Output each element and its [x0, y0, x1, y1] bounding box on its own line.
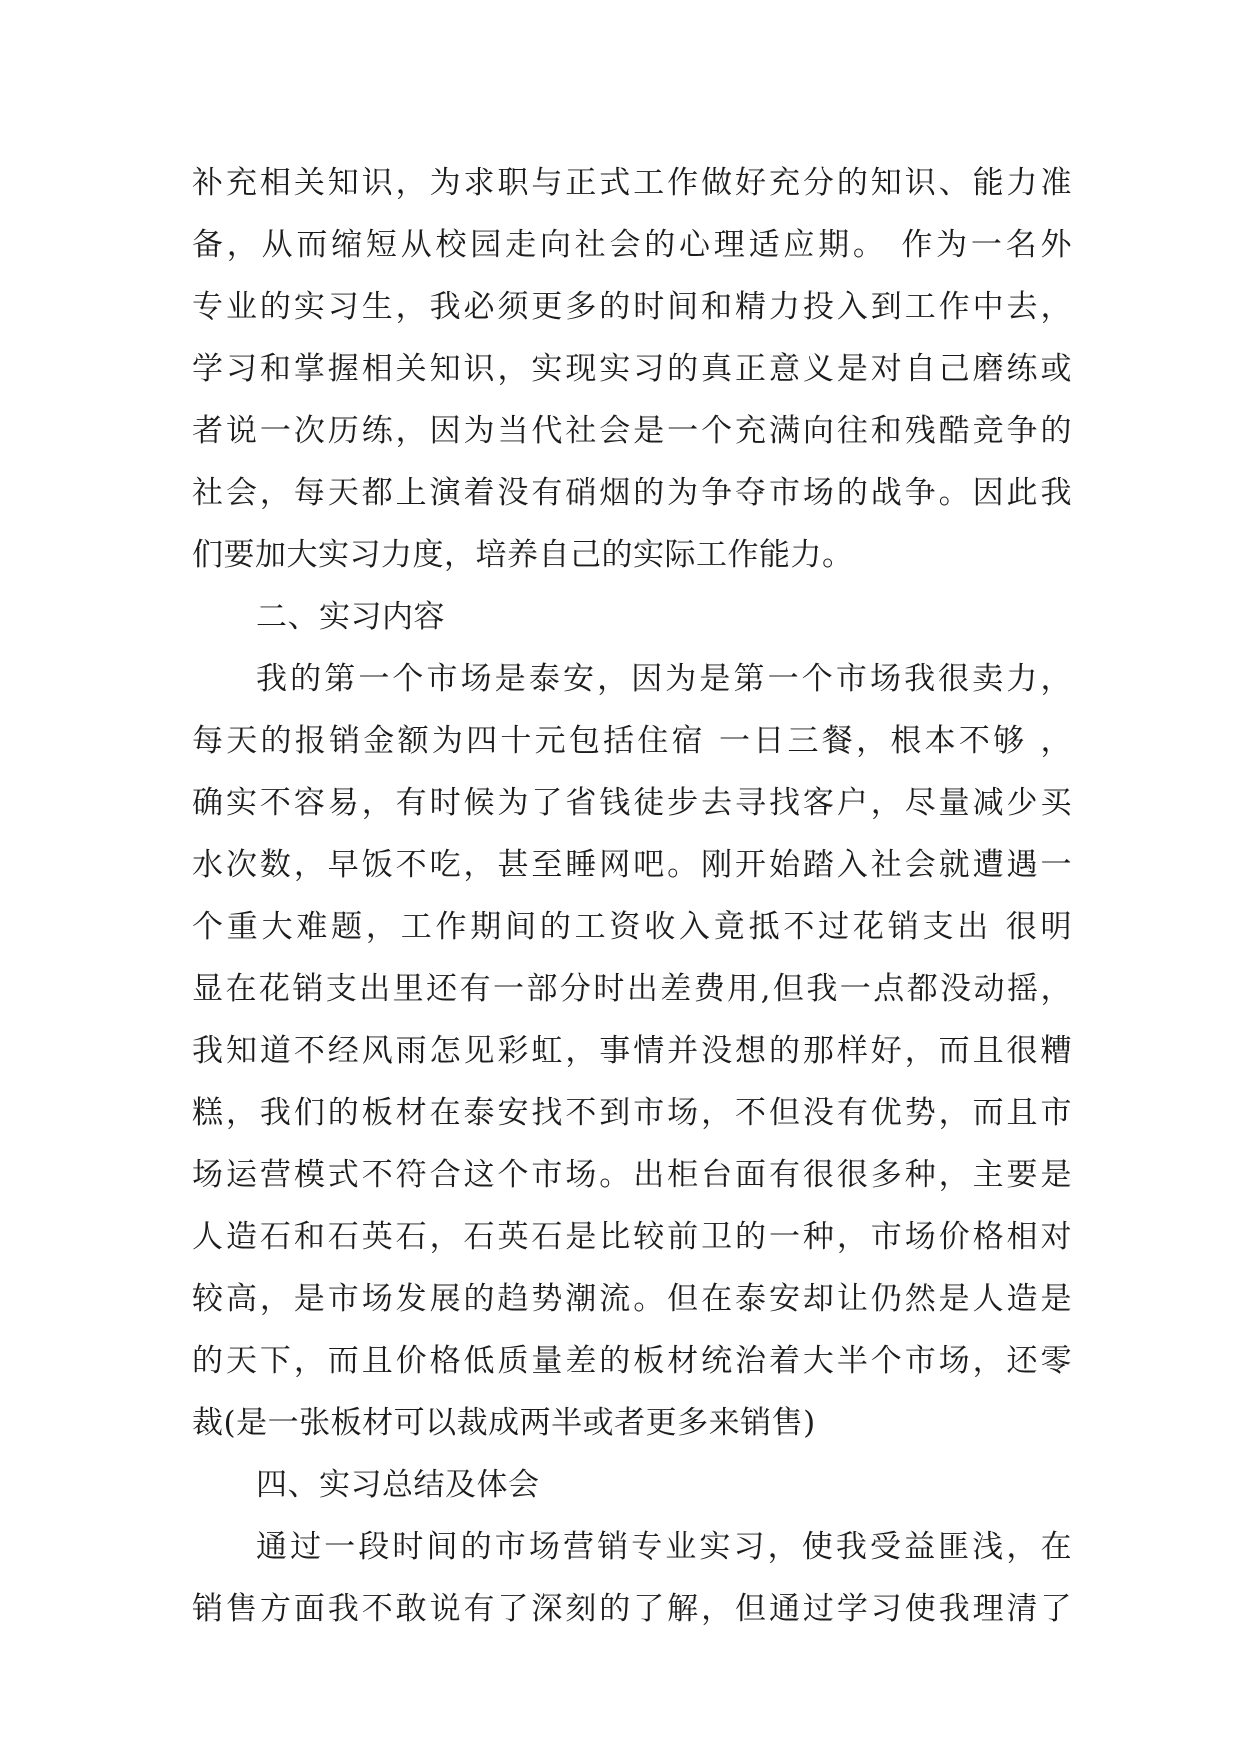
- paragraph-line: 场运营模式不符合这个市场。出柜台面有很很多种，主要是: [192, 1157, 1072, 1193]
- section-heading: 四、实习总结及体会: [256, 1467, 540, 1503]
- paragraph-line: 备，从而缩短从校园走向社会的心理适应期。 作为一名外: [192, 227, 1072, 263]
- paragraph-line: 的天下，而且价格低质量差的板材统治着大半个市场，还零: [192, 1343, 1072, 1379]
- paragraph-line: 我的第一个市场是泰安，因为是第一个市场我很卖力，: [256, 661, 1072, 697]
- section-heading: 二、实习内容: [256, 599, 445, 635]
- paragraph-line: 学习和掌握相关知识，实现实习的真正意义是对自己磨练或: [192, 351, 1072, 387]
- paragraph-line: 人造石和石英石，石英石是比较前卫的一种，市场价格相对: [192, 1219, 1072, 1255]
- paragraph-line: 显在花销支出里还有一部分时出差费用,但我一点都没动摇，: [192, 971, 1072, 1007]
- paragraph-line: 通过一段时间的市场营销专业实习，使我受益匪浅，在: [256, 1529, 1072, 1565]
- paragraph-line: 专业的实习生，我必须更多的时间和精力投入到工作中去，: [192, 289, 1072, 325]
- paragraph-line: 们要加大实习力度，培养自己的实际工作能力。: [192, 537, 854, 573]
- paragraph-line: 水次数，早饭不吃，甚至睡网吧。刚开始踏入社会就遭遇一: [192, 847, 1072, 883]
- paragraph-line: 我知道不经风雨怎见彩虹，事情并没想的那样好，而且很糟: [192, 1033, 1072, 1069]
- paragraph-line: 确实不容易，有时候为了省钱徒步去寻找客户，尽量减少买: [192, 785, 1072, 821]
- paragraph-line: 者说一次历练，因为当代社会是一个充满向往和残酷竞争的: [192, 413, 1072, 449]
- paragraph-line: 销售方面我不敢说有了深刻的了解，但通过学习使我理清了: [192, 1591, 1072, 1627]
- paragraph-line: 个重大难题，工作期间的工资收入竟抵不过花销支出 很明: [192, 909, 1072, 945]
- body-text: [192, 152, 1072, 1640]
- paragraph-line: 社会，每天都上演着没有硝烟的为争夺市场的战争。因此我: [192, 475, 1072, 511]
- paragraph-line: 糕，我们的板材在泰安找不到市场，不但没有优势，而且市: [192, 1095, 1072, 1131]
- paragraph-line: 裁(是一张板材可以裁成两半或者更多来销售): [192, 1405, 816, 1441]
- paragraph-line: 较高，是市场发展的趋势潮流。但在泰安却让仍然是人造是: [192, 1281, 1072, 1317]
- paragraph-line: 每天的报销金额为四十元包括住宿 一日三餐，根本不够 ，: [192, 723, 1072, 759]
- paragraph-line: 补充相关知识，为求职与正式工作做好充分的知识、能力准: [192, 165, 1072, 201]
